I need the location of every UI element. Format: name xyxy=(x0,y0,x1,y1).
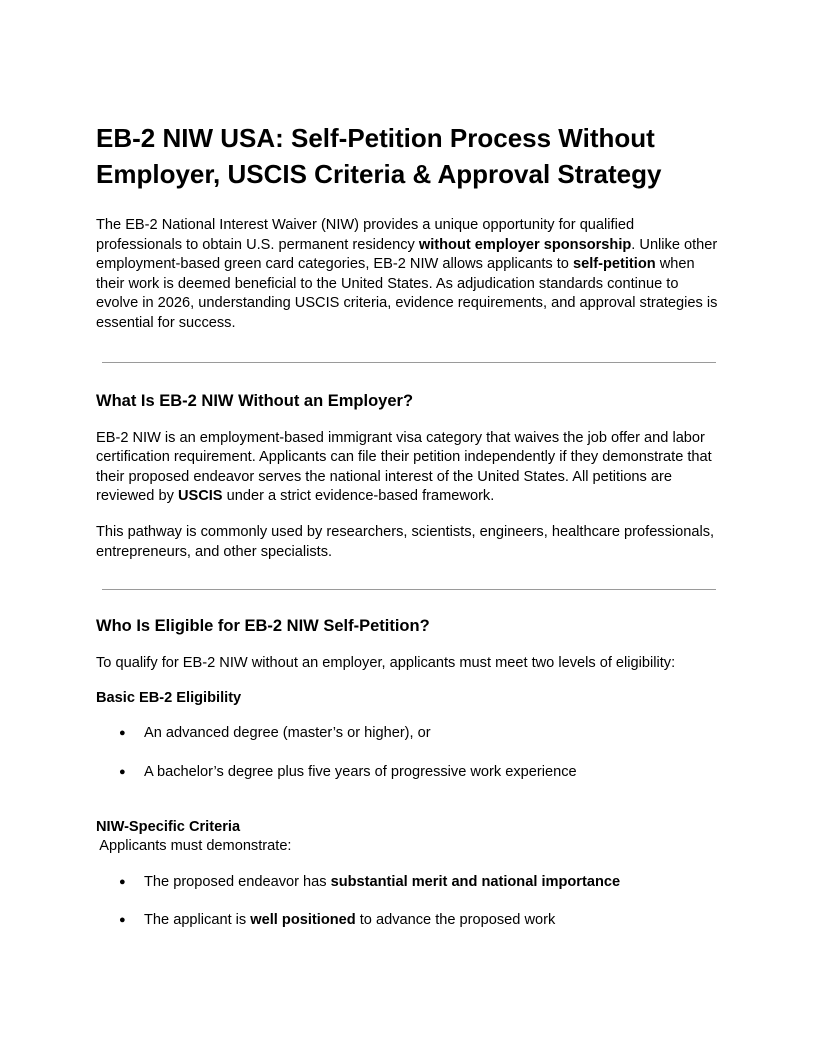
bullet-icon: ● xyxy=(119,875,126,888)
list-item xyxy=(96,763,722,783)
basic-eligibility-list xyxy=(96,724,722,782)
intro-paragraph xyxy=(96,216,722,334)
list-item xyxy=(96,724,722,744)
section1-paragraph-1 xyxy=(96,429,722,507)
basic-eligibility-heading: Basic EB-2 Eligibility xyxy=(96,689,242,706)
intro-bold-2: self-petition xyxy=(572,256,656,273)
niw-item2-text-1: The applicant is xyxy=(144,912,251,929)
bullet-icon: ● xyxy=(119,914,126,927)
section1-p1-text-1: EB-2 NIW is an employment-based immigrant visa category that waives the job offer and labor certification requirement. Applicants can file their petition independently if they demonstrate that their proposed endeavor serves the national interest of the United States. All petitions are reviewed by xyxy=(96,429,712,505)
list-item xyxy=(96,873,722,893)
list-item-text: A bachelor’s degree plus five years of progressive work experience xyxy=(144,763,577,780)
section1-p1-text-2: under a strict evidence-based framework. xyxy=(222,488,495,505)
niw-criteria-list xyxy=(96,873,722,931)
section1-paragraph-2: This pathway is commonly used by researchers, scientists, engineers, healthcare professionals, entrepreneurs, and other specialists. xyxy=(96,523,715,560)
section1-p1-bold: USCIS xyxy=(177,488,223,505)
intro-bold-1: without employer sponsorship xyxy=(418,236,632,253)
bullet-icon: ● xyxy=(119,727,126,740)
niw-item1-bold: substantial merit and national importance xyxy=(330,873,621,890)
intro-text-3: when their work is deemed beneficial to the United States. As adjudication standards continue to evolve in 2026, understanding USCIS criteria, evidence requirements, and approval strategies is essential for success. xyxy=(96,256,718,331)
niw-item2-text-2: to advance the proposed work xyxy=(355,912,556,929)
section1-heading: What Is EB-2 NIW Without an Employer? xyxy=(96,391,414,410)
bullet-icon: ● xyxy=(119,765,126,778)
section2-intro: To qualify for EB-2 NIW without an employer, applicants must meet two levels of eligibility: xyxy=(96,655,676,672)
section2-heading: Who Is Eligible for EB-2 NIW Self-Petition? xyxy=(96,617,430,636)
intro-text-2: . Unlike other employment-based green card categories, EB-2 NIW allows applicants to xyxy=(96,236,718,273)
intro-text-1: The EB-2 National Interest Waiver (NIW) provides a unique opportunity for qualified professionals to obtain U.S. permanent residency xyxy=(96,217,635,253)
niw-criteria-heading: NIW-Specific Criteria xyxy=(96,818,241,835)
niw-criteria-subtext: Applicants must demonstrate: xyxy=(96,838,292,855)
document-title: EB-2 NIW USA: Self-Petition Process Without Employer, USCIS Criteria & Approval Strategy xyxy=(96,123,662,189)
document-page xyxy=(96,120,722,931)
list-item xyxy=(96,911,722,931)
niw-item1-text: The proposed endeavor has xyxy=(144,873,331,890)
list-item-text: An advanced degree (master’s or higher), or xyxy=(144,725,431,742)
niw-item2-bold: well positioned xyxy=(250,912,356,929)
